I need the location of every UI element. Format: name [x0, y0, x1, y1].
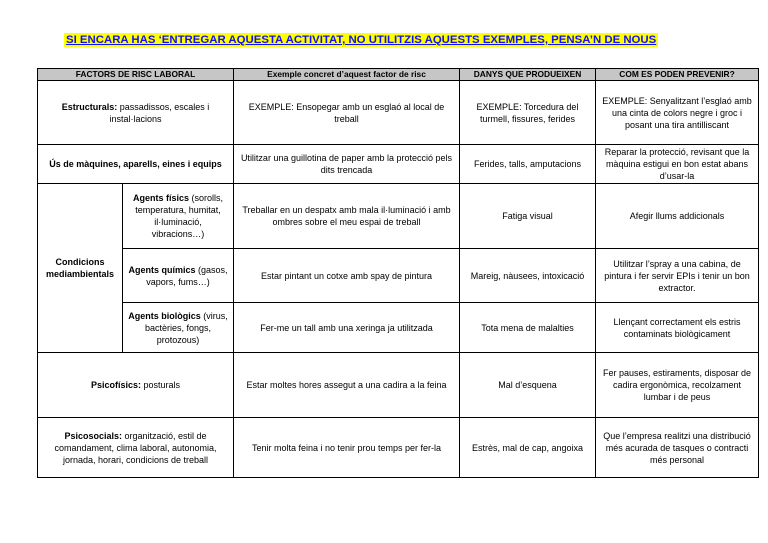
exemple-cell: Utilitzar una guillotina de paper amb la protecció pels dits trencada	[234, 145, 460, 184]
factor-cell	[38, 145, 234, 184]
prevenir-cell: Fer pauses, estiraments, disposar de cadira ergonòmica, recolzament lumbar i de peus	[596, 353, 759, 418]
factor-detail: posturals	[141, 380, 181, 390]
factor-title: Agents químics	[128, 264, 196, 275]
prevenir-cell: EXEMPLE: Senyalitzant l’esglaó amb una cinta de colors negre i groc i posant una tira antilliscant	[596, 81, 759, 145]
exemple-cell: EXEMPLE: Ensopegar amb un esglaó al local de treball	[234, 81, 460, 145]
table-row-agents-fisics	[38, 184, 759, 249]
danys-cell: Mal d’esquena	[460, 353, 596, 418]
factor-cell	[123, 303, 234, 353]
factor-detail: (gasos, vapors, fums…)	[146, 264, 228, 287]
factor-detail: (virus, bactèries, fongs, protozous)	[144, 310, 228, 345]
exemple-cell: Treballar en un despatx amb mala il·luminació i amb ombres sobre el meu espai de treball	[234, 184, 460, 249]
factor-title: Estructurals:	[61, 101, 118, 112]
prevenir-cell: Llençant correctament els estris contaminats biològicament	[596, 303, 759, 353]
factor-cell	[38, 81, 234, 145]
exemple-cell: Fer-me un tall amb una xeringa ja utilitzada	[234, 303, 460, 353]
prevenir-cell: Afegir llums addicionals	[596, 184, 759, 249]
condicions-group-label: Condicions mediambientals	[45, 257, 115, 279]
factor-cell	[38, 418, 234, 478]
factor-cell	[123, 184, 234, 249]
header-prevenir: COM ES PODEN PREVENIR?	[596, 69, 759, 81]
table-header-row	[38, 69, 759, 81]
factor-title: Agents físics	[132, 193, 189, 203]
factor-title: Agents biològics	[128, 310, 201, 321]
danys-cell: Ferides, talls, amputacions	[460, 145, 596, 184]
header-exemple: Exemple concret d’aquest factor de risc	[234, 69, 460, 81]
factor-detail: (sorolls, temperatura, humitat, il·luminació, vibracions…)	[135, 193, 224, 239]
factor-title: Psicosocials:	[64, 430, 122, 441]
exemple-cell: Tenir molta feina i no tenir prou temps per fer-la	[234, 418, 460, 478]
exemple-cell: Estar moltes hores assegut a una cadira a la feina	[234, 353, 460, 418]
danys-cell: Estrès, mal de cap, angoixa	[460, 418, 596, 478]
factor-title: Psicofísics:	[90, 380, 141, 390]
danys-cell: Fatiga visual	[460, 184, 596, 249]
prevenir-cell: Utilitzar l’spray a una cabina, de pintura i fer servir EPIs i tenir un bon extractor.	[596, 249, 759, 303]
table-row-agents-biologics	[38, 303, 759, 353]
header-factors: FACTORS DE RISC LABORAL	[38, 69, 234, 81]
danys-cell: Mareig, nàusees, intoxicació	[460, 249, 596, 303]
prevenir-cell: Reparar la protecció, revisant que la màquina estigui en bon estat abans d’usar-la	[596, 145, 759, 184]
factor-title: Ús de màquines, aparells, eines i equips	[49, 159, 222, 169]
exemple-cell: Estar pintant un cotxe amb spay de pintura	[234, 249, 460, 303]
table-row-psicosocials	[38, 418, 759, 478]
factor-detail: organització, estil de comandament, clima laboral, autonomia, jornada, horari, condicions de treball	[54, 430, 217, 465]
table-row-maquines	[38, 145, 759, 184]
factor-cell	[123, 249, 234, 303]
risk-factors-table	[37, 68, 759, 478]
table-row-agents-quimics	[38, 249, 759, 303]
table-row-estructurals	[38, 81, 759, 145]
condicions-group-cell	[38, 184, 123, 353]
prevenir-cell: Que l’empresa realitzi una distribució més acurada de tasques o contracti més personal	[596, 418, 759, 478]
header-danys: DANYS QUE PRODUEIXEN	[460, 69, 596, 81]
factor-cell	[38, 353, 234, 418]
factor-detail: passadissos, escales i instal·lacions	[109, 101, 210, 124]
danys-cell: Tota mena de malalties	[460, 303, 596, 353]
table-row-psicofisics	[38, 353, 759, 418]
danys-cell: EXEMPLE: Torcedura del turmell, fissures, ferides	[460, 81, 596, 145]
instruction-banner: SI ENCARA HAS ‘ENTREGAR AQUESTA ACTIVITAT, NO UTILITZIS AQUESTS EXEMPLES, PENSA’N DE NOUS	[66, 34, 657, 46]
